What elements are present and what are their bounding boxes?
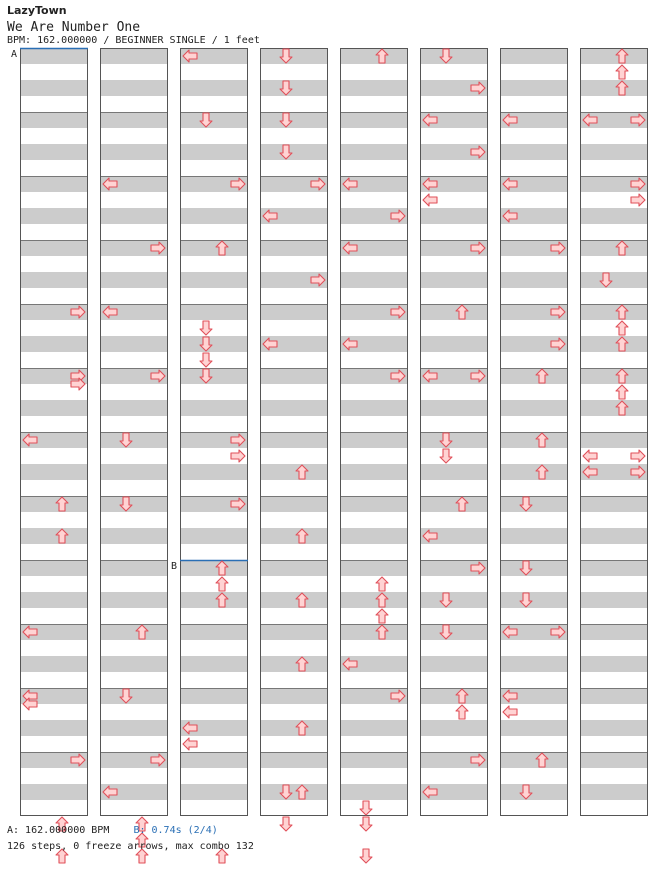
beat-stripe — [100, 528, 168, 544]
beat-stripe — [260, 592, 328, 608]
song-title: We Are Number One — [7, 20, 141, 35]
up-arrow-icon — [616, 385, 628, 399]
chart-column — [580, 48, 648, 816]
beat-stripe — [100, 272, 168, 288]
beat-stripe — [580, 48, 648, 64]
beat-stripe — [580, 144, 648, 160]
beat-stripe — [180, 112, 248, 128]
beat-stripe — [20, 560, 88, 576]
beat-stripe — [260, 656, 328, 672]
beat-stripe — [20, 656, 88, 672]
beat-stripe — [100, 592, 168, 608]
beat-stripe — [20, 48, 88, 64]
beat-stripe — [500, 528, 568, 544]
beat-stripe — [260, 528, 328, 544]
beat-stripe — [340, 784, 408, 800]
beat-stripe — [420, 336, 488, 352]
bpm-change-text: A: 162.000000 BPM — [7, 825, 110, 836]
beat-stripe — [20, 528, 88, 544]
beat-stripe — [180, 464, 248, 480]
down-arrow-icon — [280, 817, 292, 831]
beat-stripe — [260, 496, 328, 512]
beat-stripe — [340, 400, 408, 416]
beat-stripe — [100, 208, 168, 224]
beat-stripe — [420, 464, 488, 480]
beat-stripe — [20, 176, 88, 192]
artist-name: LazyTown — [7, 4, 67, 17]
beat-stripe — [180, 144, 248, 160]
beat-stripe — [500, 720, 568, 736]
beat-stripe — [500, 464, 568, 480]
beat-stripe — [260, 784, 328, 800]
chart-column — [260, 48, 328, 816]
beat-stripe — [420, 304, 488, 320]
beat-stripe — [340, 112, 408, 128]
beat-stripe — [420, 432, 488, 448]
down-arrow-icon — [200, 321, 212, 335]
up-arrow-icon — [456, 705, 468, 719]
up-arrow-icon — [376, 609, 388, 623]
chart-info: BPM: 162.000000 / BEGINNER SINGLE / 1 feet — [7, 35, 260, 46]
chart-column — [420, 48, 488, 816]
down-arrow-icon — [360, 801, 372, 815]
beat-stripe — [500, 432, 568, 448]
beat-stripe — [500, 560, 568, 576]
beat-stripe — [500, 752, 568, 768]
beat-stripe — [260, 80, 328, 96]
beat-stripe — [180, 560, 248, 576]
beat-stripe — [100, 496, 168, 512]
beat-stripe — [20, 400, 88, 416]
left-arrow-icon — [183, 738, 197, 750]
left-arrow-icon — [423, 194, 437, 206]
beat-stripe — [100, 400, 168, 416]
beat-stripe — [100, 48, 168, 64]
chart-column — [20, 48, 88, 816]
beat-stripe — [20, 144, 88, 160]
beat-stripe — [100, 144, 168, 160]
beat-stripe — [340, 560, 408, 576]
beat-stripe — [340, 464, 408, 480]
beat-stripe — [500, 80, 568, 96]
beat-stripe — [180, 784, 248, 800]
beat-stripe — [20, 592, 88, 608]
beat-stripe — [180, 80, 248, 96]
beat-stripe — [100, 560, 168, 576]
beat-stripe — [260, 240, 328, 256]
beat-stripe — [100, 336, 168, 352]
beat-stripe — [260, 144, 328, 160]
beat-stripe — [180, 400, 248, 416]
beat-stripe — [100, 688, 168, 704]
beat-stripe — [580, 624, 648, 640]
beat-stripe — [260, 464, 328, 480]
beat-stripe — [180, 304, 248, 320]
beat-stripe — [420, 688, 488, 704]
chart-column — [180, 48, 248, 816]
down-arrow-icon — [440, 449, 452, 463]
beat-stripe — [100, 80, 168, 96]
beat-stripe — [20, 720, 88, 736]
beat-stripe — [580, 368, 648, 384]
beat-stripe — [20, 336, 88, 352]
beat-stripe — [500, 368, 568, 384]
beat-stripe — [260, 752, 328, 768]
beat-stripe — [420, 48, 488, 64]
down-arrow-icon — [200, 353, 212, 367]
beat-stripe — [580, 432, 648, 448]
beat-stripe — [580, 400, 648, 416]
up-arrow-icon — [616, 65, 628, 79]
beat-stripe — [340, 48, 408, 64]
beat-stripe — [340, 528, 408, 544]
beat-stripe — [20, 496, 88, 512]
beat-stripe — [100, 656, 168, 672]
beat-stripe — [420, 656, 488, 672]
beat-stripe — [420, 208, 488, 224]
beat-stripe — [340, 624, 408, 640]
right-arrow-icon — [631, 194, 645, 206]
beat-stripe — [260, 688, 328, 704]
beat-stripe — [100, 432, 168, 448]
beat-stripe — [500, 272, 568, 288]
beat-stripe — [100, 624, 168, 640]
up-arrow-icon — [216, 577, 228, 591]
beat-stripe — [340, 496, 408, 512]
beat-stripe — [420, 592, 488, 608]
beat-stripe — [580, 336, 648, 352]
beat-stripe — [420, 272, 488, 288]
beat-stripe — [180, 272, 248, 288]
right-arrow-icon — [631, 450, 645, 462]
beat-stripe — [580, 496, 648, 512]
beat-stripe — [420, 496, 488, 512]
up-arrow-icon — [616, 321, 628, 335]
beat-stripe — [180, 528, 248, 544]
beat-stripe — [260, 400, 328, 416]
beat-stripe — [340, 592, 408, 608]
beat-stripe — [580, 304, 648, 320]
beat-stripe — [100, 112, 168, 128]
beat-stripe — [500, 592, 568, 608]
left-arrow-icon — [583, 450, 597, 462]
chart-column — [500, 48, 568, 816]
right-arrow-icon — [231, 450, 245, 462]
beat-stripe — [580, 720, 648, 736]
up-arrow-icon — [376, 577, 388, 591]
chart-column — [100, 48, 168, 816]
chart-column — [340, 48, 408, 816]
beat-stripe — [580, 752, 648, 768]
beat-stripe — [340, 272, 408, 288]
beat-stripe — [260, 48, 328, 64]
beat-stripe — [180, 336, 248, 352]
beat-stripe — [420, 720, 488, 736]
beat-stripe — [100, 464, 168, 480]
beat-stripe — [100, 720, 168, 736]
beat-stripe — [580, 272, 648, 288]
beat-stripe — [20, 208, 88, 224]
stop-text: B: 0.74s (2/4) — [133, 825, 218, 836]
beat-stripe — [580, 208, 648, 224]
beat-stripe — [580, 240, 648, 256]
beat-stripe — [180, 752, 248, 768]
beat-stripe — [500, 400, 568, 416]
beat-stripe — [580, 80, 648, 96]
beat-stripe — [340, 752, 408, 768]
beat-stripe — [20, 272, 88, 288]
beat-stripe — [180, 208, 248, 224]
beat-stripe — [580, 528, 648, 544]
beat-stripe — [180, 368, 248, 384]
beat-stripe — [580, 784, 648, 800]
beat-stripe — [20, 240, 88, 256]
beat-stripe — [340, 720, 408, 736]
beat-stripe — [20, 112, 88, 128]
step-stats: 126 steps, 0 freeze arrows, max combo 132 — [7, 841, 254, 852]
beat-stripe — [260, 112, 328, 128]
beat-stripe — [420, 400, 488, 416]
beat-stripe — [500, 496, 568, 512]
footer-bpm-line — [7, 825, 218, 836]
beat-stripe — [180, 240, 248, 256]
beat-stripe — [580, 560, 648, 576]
beat-stripe — [180, 592, 248, 608]
down-arrow-icon — [360, 817, 372, 831]
beat-stripe — [420, 624, 488, 640]
beat-stripe — [580, 592, 648, 608]
beat-stripe — [500, 144, 568, 160]
beat-stripe — [180, 656, 248, 672]
down-arrow-icon — [360, 849, 372, 863]
beat-stripe — [260, 432, 328, 448]
beat-stripe — [580, 688, 648, 704]
beat-stripe — [500, 656, 568, 672]
beat-stripe — [340, 80, 408, 96]
beat-stripe — [260, 304, 328, 320]
beat-stripe — [20, 80, 88, 96]
beat-stripe — [340, 144, 408, 160]
beat-stripe — [340, 432, 408, 448]
beat-stripe — [180, 688, 248, 704]
beat-stripe — [260, 368, 328, 384]
beat-stripe — [500, 784, 568, 800]
beat-stripe — [260, 624, 328, 640]
beat-stripe — [180, 624, 248, 640]
beat-stripe — [20, 464, 88, 480]
beat-stripe — [20, 784, 88, 800]
marker-label: A — [11, 49, 18, 60]
beat-stripe — [500, 48, 568, 64]
beat-stripe — [260, 560, 328, 576]
beat-stripe — [580, 656, 648, 672]
left-arrow-icon — [503, 706, 517, 718]
marker-label: B — [171, 561, 178, 572]
beat-stripe — [260, 720, 328, 736]
